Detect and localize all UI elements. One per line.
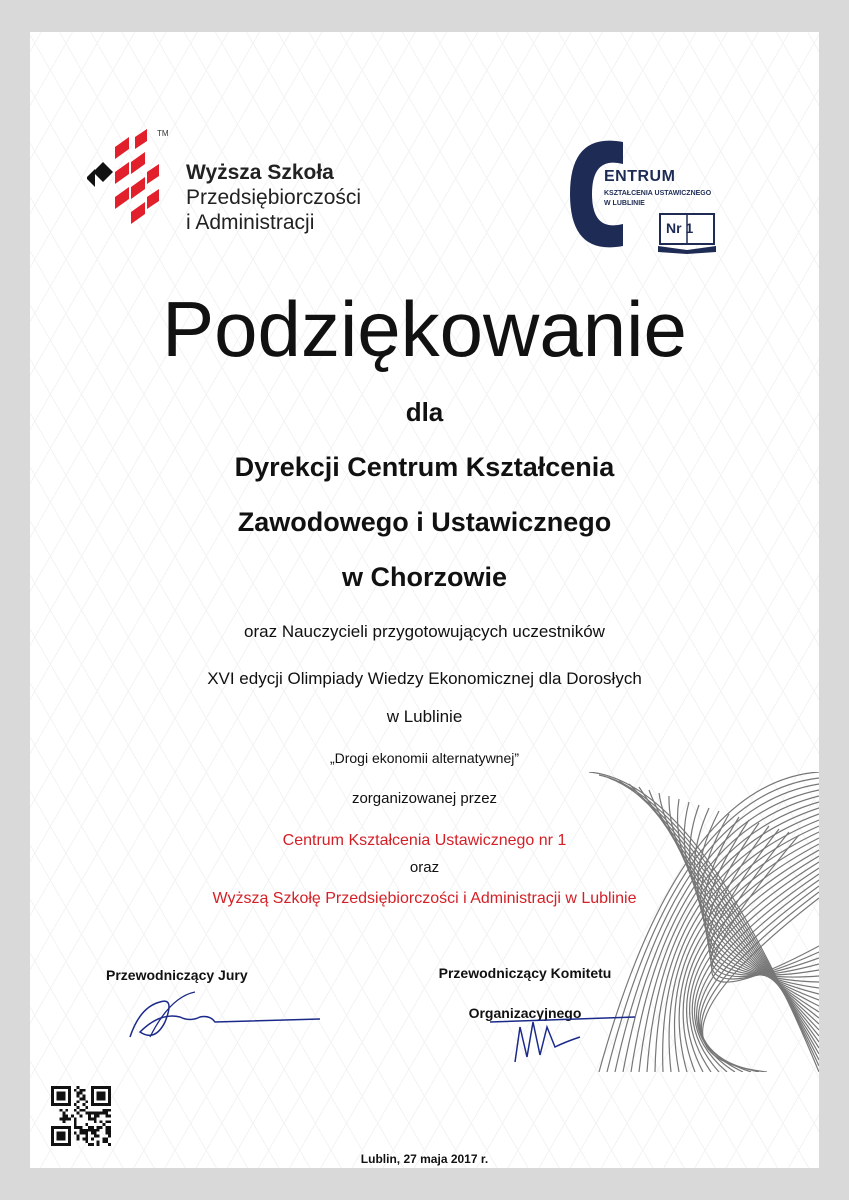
- organized-by-text: zorganizowanej przez: [351, 790, 498, 807]
- committee-chair-label-1: Przewodniczący Komitetu: [438, 965, 612, 981]
- oraz-text: oraz: [409, 859, 440, 876]
- olympiad-theme: „Drogi ekonomii alternatywnej”: [329, 750, 520, 766]
- wsp-logo: [85, 127, 385, 247]
- jury-chair-label: Przewodniczący Jury: [106, 967, 248, 983]
- committee-signature: [485, 1007, 645, 1067]
- issue-date: Lublin, 27 maja 2017 r.: [360, 1152, 489, 1166]
- dla-text: dla: [405, 397, 444, 427]
- body-line-3: w Lublinie: [386, 707, 463, 726]
- qr-code-icon: [51, 1086, 111, 1146]
- certificate-sheet: [30, 32, 819, 1168]
- organizer-2: Wyższą Szkołę Przedsiębiorczości i Administracji w Lublinie: [212, 890, 637, 907]
- wsp-name-line3: i Administracji: [186, 211, 315, 234]
- organizer-1: Centrum Kształcenia Ustawicznego nr 1: [282, 832, 567, 849]
- recipient-line-3: w Chorzowie: [341, 562, 507, 592]
- jury-signature: [120, 977, 330, 1047]
- wsp-name-line1: Wyższa Szkoła: [186, 161, 334, 184]
- cku-number: Nr 1: [666, 220, 694, 236]
- cku-title: ENTRUM: [604, 168, 676, 185]
- wsp-name: [186, 160, 361, 235]
- certificate-title: Podziękowanie: [162, 285, 687, 373]
- cku-subtitle-2: W LUBLINIE: [604, 200, 645, 207]
- body-line-1: oraz Nauczycieli przygotowujących uczestników: [244, 622, 605, 641]
- cku-logo: [568, 132, 728, 262]
- recipient-line-2: Zawodowego i Ustawicznego: [237, 507, 612, 537]
- committee-chair-label-2: Organizacyjnego: [468, 1005, 582, 1021]
- wsp-logo-icon: [85, 127, 165, 242]
- wsp-name-line2: Przedsiębiorczości: [186, 186, 362, 209]
- cku-subtitle-1: KSZTAŁCENIA USTAWICZNEGO: [604, 190, 712, 197]
- recipient-line-1: Dyrekcji Centrum Kształcenia: [234, 452, 615, 482]
- body-line-2: XVI edycji Olimpiady Wiedzy Ekonomicznej dla Dorosłych: [207, 669, 642, 688]
- trademark: TM: [157, 129, 169, 138]
